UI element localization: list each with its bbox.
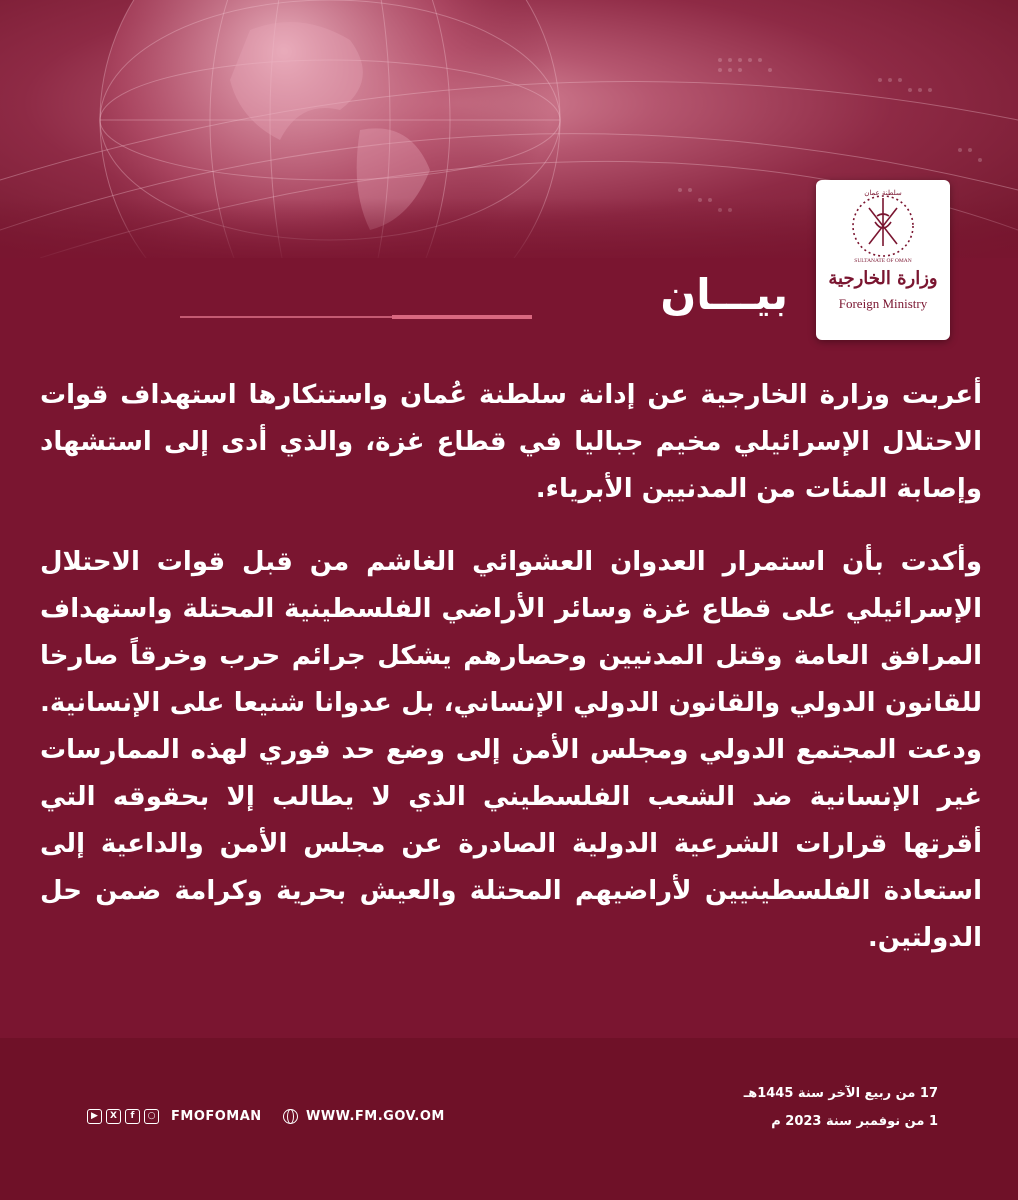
ministry-logo — [816, 180, 950, 340]
date-hijri: 17 من ربيع الآخر سنة 1445هـ — [743, 1086, 938, 1101]
date-gregorian: 1 من نوفمبر سنة 2023 م — [771, 1114, 938, 1129]
emblem-text-en: SULTANATE OF OMAN — [854, 258, 912, 264]
ministry-name-ar: وزارة الخارجية — [828, 268, 938, 289]
social-handle[interactable]: FMOFOMAN — [171, 1108, 262, 1124]
statement-body — [40, 372, 982, 988]
facebook-icon[interactable]: f — [125, 1109, 140, 1124]
statement-paragraph-2: وأكدت بأن استمرار العدوان العشوائي الغاشم من قبل قوات الاحتلال الإسرائيلي على قطاع غزة وسائر الأراضي الفلسطينية المحتلة واستهداف المرافق العامة وقتل المدنيين وحصارهم يشكل جرائم حرب وخرقاً صارخا للقانون الدولي والقانون الدولي الإنساني، بل عدوانا شنيعا على الإنسانية. ودعت المجتمع الدولي ومجلس الأمن إلى وضع حد فوري لهذه الممارسات غير الإنسانية ضد الشعب الفلسطيني الذي لا يطالب إلا بحقوقه التي أقرتها قرارات الشرعية الدولية الصادرة عن مجلس الأمن والداعية إلى استعادة الفلسطينيين لأراضيهم المحتلة والعيش بحرية وكرامة ضمن حل الدولتين. — [40, 547, 982, 953]
ministry-name-en: Foreign Ministry — [838, 296, 928, 311]
page-title: بيـــان — [660, 270, 788, 319]
statement-date — [744, 1080, 938, 1136]
globe-icon — [283, 1109, 298, 1124]
social-links — [87, 1106, 262, 1126]
x-icon[interactable]: X — [106, 1109, 121, 1124]
title-underline — [180, 316, 532, 318]
website-link[interactable] — [283, 1106, 445, 1126]
emblem-text-ar: سلطنة عمان — [864, 189, 902, 197]
youtube-icon[interactable]: ▶ — [87, 1109, 102, 1124]
statement-paragraph-1: أعربت وزارة الخارجية عن إدانة سلطنة عُمان واستنكارها استهداف قوات الاحتلال الإسرائيلي مخيم جباليا في قطاع غزة، والذي أدى إلى استشهاد وإصابة المئات من المدنيين الأبرياء. — [40, 380, 982, 504]
website-url[interactable]: WWW.FM.GOV.OM — [306, 1108, 445, 1124]
oman-khanjar-emblem-icon — [843, 186, 923, 266]
instagram-icon[interactable]: ○ — [144, 1109, 159, 1124]
